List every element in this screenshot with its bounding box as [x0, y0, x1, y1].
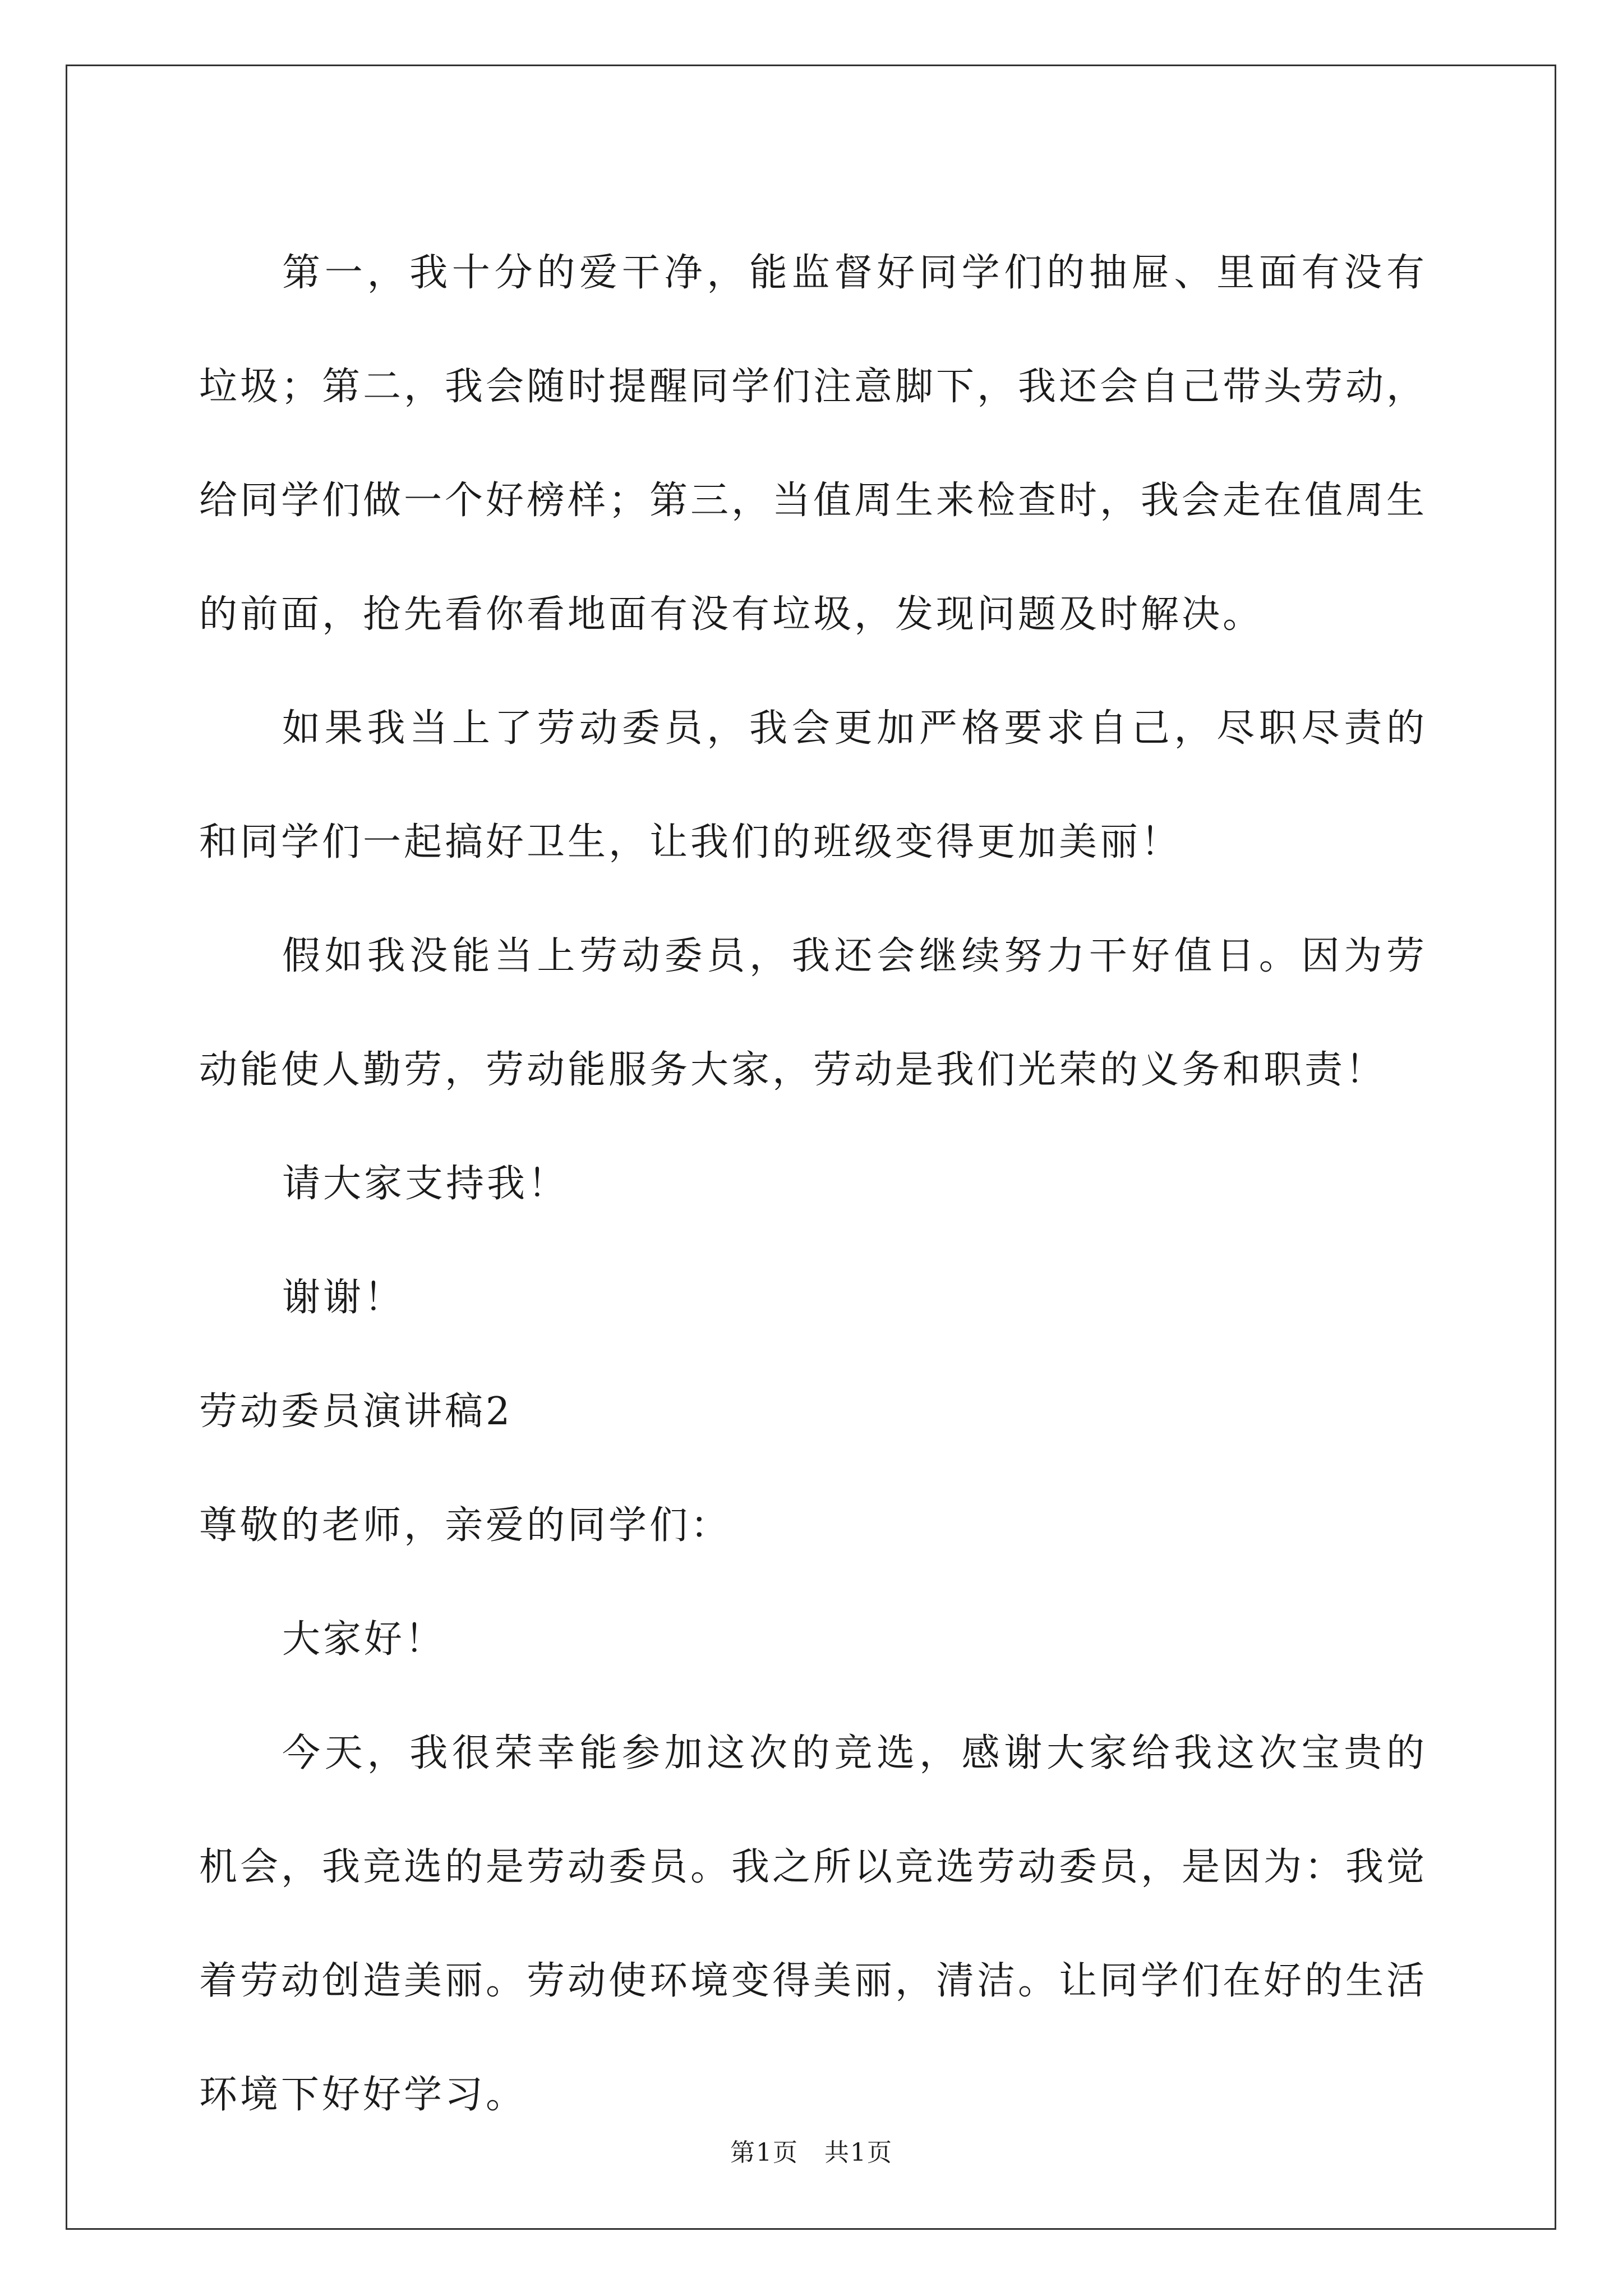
paragraph-greeting: 大家好！ [282, 1617, 446, 1662]
paragraph-if-not-elected: 假如我没能当上劳动委员，我还会继续努力干好值日。因为劳动能使人勤劳，劳动能服务大家，劳动是我们光荣的义务和职责！ [199, 934, 1427, 1092]
page-total: 共1页 [824, 2138, 893, 2167]
section-heading: 劳动委员演讲稿2 [199, 1389, 513, 1434]
salutation: 尊敬的老师，亲爱的同学们： [199, 1503, 732, 1548]
paragraph-support: 请大家支持我！ [282, 1162, 569, 1206]
document-body [199, 216, 1427, 2152]
paragraph-if-elected: 如果我当上了劳动委员，我会更加严格要求自己，尽职尽责的和同学们一起搞好卫生，让我们的班级变得更加美丽！ [199, 706, 1427, 864]
paragraph-thanks: 谢谢！ [282, 1276, 405, 1320]
page-footer [0, 2136, 1623, 2170]
paragraph-duties: 第一，我十分的爱干净，能监督好同学们的抽屉、里面有没有垃圾；第二，我会随时提醒同学们注意脚下，我还会自己带头劳动，给同学们做一个好榜样；第三，当值周生来检查时，我会走在值周生的前面，抢先看你看地面有没有垃圾，发现问题及时解决。 [199, 251, 1428, 637]
page-number: 第1页 [730, 2138, 799, 2167]
paragraph-intro: 今天，我很荣幸能参加这次的竞选，感谢大家给我这次宝贵的机会，我竞选的是劳动委员。我之所以竞选劳动委员，是因为：我觉着劳动创造美丽。劳动使环境变得美丽，清洁。让同学们在好的生活环境下好好学习。 [199, 1731, 1428, 2117]
